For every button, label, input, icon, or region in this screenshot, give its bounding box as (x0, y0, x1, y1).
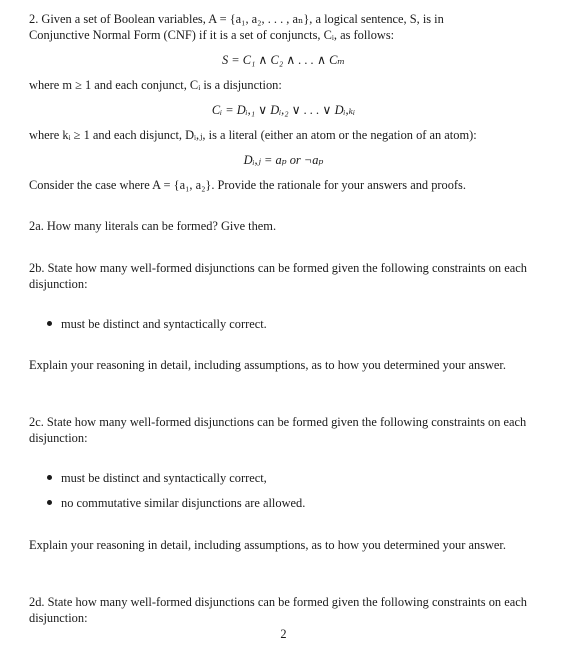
q2d-question: 2d. State how many well-formed disjunctions can be formed given the following constraints on each disjunction: (29, 595, 527, 625)
q2-intro-line2: Conjunctive Normal Form (CNF) if it is a set of conjuncts, Cᵢ, as follows: (29, 28, 395, 42)
q2-consider: Consider the case where A = {a₁, a₂}. Provide the rationale for your answers and proofs. (29, 178, 466, 192)
q2-intro (29, 11, 545, 43)
q2b-explain: Explain your reasoning in detail, including assumptions, as to how you determined your answer. (29, 358, 506, 372)
q2-where-disjunct: where kᵢ ≥ 1 and each disjunct, Dᵢ,ⱼ, is a literal (either an atom or the negation of an atom): (29, 128, 477, 142)
equation-disjunction: Cᵢ = Dᵢ,₁ ∨ Dᵢ,₂ ∨ . . . ∨ Dᵢ,ₖᵢ (211, 103, 356, 117)
equation-literal: Dᵢ,ⱼ = aₚ or ¬aₚ (243, 153, 324, 167)
q2c-explain: Explain your reasoning in detail, including assumptions, as to how you determined your answer. (29, 538, 506, 552)
q2c-bullet-1: must be distinct and syntactically correct, (47, 470, 527, 486)
equation-cnf: S = C₁ ∧ C₂ ∧ . . . ∧ Cₘ (221, 53, 346, 67)
q2a-question: 2a. How many literals can be formed? Give them. (29, 219, 277, 233)
page-number: 2 (280, 627, 287, 641)
q2-intro-line1: 2. Given a set of Boolean variables, A = {a₁, a₂, . . . , aₙ}, a logical sentence, S, is in (29, 12, 444, 26)
q2-where-conjunct: where m ≥ 1 and each conjunct, Cᵢ is a disjunction: (29, 78, 282, 92)
q2b-question: 2b. State how many well-formed disjunctions can be formed given the following constraints on each disjunction: (29, 261, 527, 291)
q2b-bullet-1: must be distinct and syntactically correct. (47, 316, 527, 332)
q2c-bullet-2: no commutative similar disjunctions are allowed. (47, 495, 527, 511)
q2c-question: 2c. State how many well-formed disjunctions can be formed given the following constraints on each disjunction: (29, 415, 527, 445)
